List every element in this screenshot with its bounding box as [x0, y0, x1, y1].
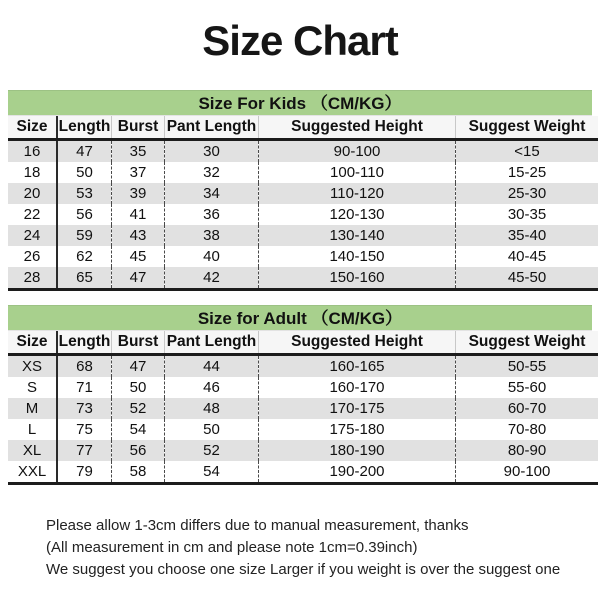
note-line-2: (All measurement in cm and please note 1cm=0.39inch) [46, 539, 418, 556]
table-cell: 90-100 [503, 463, 551, 480]
table-cell: 25-30 [507, 185, 547, 202]
table-cell: 56 [57, 204, 112, 225]
table-cell: 55-60 [507, 379, 547, 396]
table-cell: 24 [8, 225, 57, 246]
table-cell: 50 [112, 377, 165, 398]
table-cell: 53 [57, 183, 112, 204]
table-cell: 65 [57, 267, 112, 290]
column-header-row [8, 116, 598, 140]
table-cell: 70-80 [507, 421, 547, 438]
table-cell: 40-45 [507, 248, 547, 265]
table-cell: XXL [8, 461, 57, 484]
table-cell: 47 [112, 355, 165, 378]
table-cell: 35-40 [507, 227, 547, 244]
column-header: Suggest Weight [456, 331, 599, 355]
table-cell: 30-35 [507, 206, 547, 223]
measurement-notes [46, 515, 592, 581]
column-header: Suggest Weight [456, 116, 599, 140]
table-cell: 52 [165, 440, 259, 461]
table-cell: XL [8, 440, 57, 461]
table-cell: 80-90 [507, 442, 547, 459]
table-cell: S [8, 377, 57, 398]
column-header: Suggested Height [259, 116, 456, 140]
adult-section-header: Size for Adult （CM/KG） [8, 305, 592, 331]
table-cell: 16 [8, 140, 57, 163]
table-cell: XS [8, 355, 57, 378]
column-header: Pant Length [165, 331, 259, 355]
table-cell: 20 [8, 183, 57, 204]
table-cell: 58 [112, 461, 165, 484]
kids-section [8, 90, 592, 291]
table-cell: 34 [165, 183, 259, 204]
kids-section-header: Size For Kids （CM/KG） [8, 90, 592, 116]
table-cell: 30 [165, 140, 259, 163]
table-row [8, 267, 598, 290]
table-cell: 190-200 [259, 461, 456, 484]
column-header: Pant Length [165, 116, 259, 140]
table-cell: 130-140 [259, 225, 456, 246]
table-cell: 175-180 [259, 419, 456, 440]
column-header: Burst [112, 116, 165, 140]
table-cell: M [8, 398, 57, 419]
table-cell: 50 [165, 419, 259, 440]
table-cell: 52 [112, 398, 165, 419]
column-header: Burst [112, 331, 165, 355]
table-cell: 120-130 [259, 204, 456, 225]
table-cell: 37 [112, 162, 165, 183]
table-cell: 60-70 [507, 400, 547, 417]
table-cell: 28 [8, 267, 57, 290]
table-cell: 44 [165, 355, 259, 378]
table-cell: 79 [57, 461, 112, 484]
note-line-1: Please allow 1-3cm differs due to manual measurement, thanks [46, 517, 469, 534]
table-row [8, 246, 598, 267]
table-row [8, 225, 598, 246]
table-cell: 110-120 [259, 183, 456, 204]
table-cell: 45-50 [507, 269, 547, 286]
table-row [8, 355, 598, 378]
table-cell: 71 [57, 377, 112, 398]
table-cell: 47 [112, 267, 165, 290]
table-cell: 160-170 [259, 377, 456, 398]
table-cell: 180-190 [259, 440, 456, 461]
table-cell: 56 [112, 440, 165, 461]
table-cell: 45 [112, 246, 165, 267]
table-cell: 59 [57, 225, 112, 246]
table-cell: 62 [57, 246, 112, 267]
table-cell: 54 [165, 461, 259, 484]
table-row [8, 461, 598, 484]
table-cell: 41 [112, 204, 165, 225]
table-cell: 22 [8, 204, 57, 225]
table-cell: 46 [165, 377, 259, 398]
adult-size-table [8, 331, 598, 485]
table-row [8, 440, 598, 461]
page-title: Size Chart [202, 17, 398, 64]
note-line-3: We suggest you choose one size Larger if you weight is over the suggest one [46, 561, 561, 578]
table-cell: L [8, 419, 57, 440]
table-cell: 90-100 [259, 140, 456, 163]
table-cell: 150-160 [259, 267, 456, 290]
column-header: Length [57, 331, 112, 355]
table-cell: 35 [112, 140, 165, 163]
table-cell: 15-25 [507, 164, 547, 181]
table-cell: 77 [57, 440, 112, 461]
table-cell: 47 [57, 140, 112, 163]
table-cell: 18 [8, 162, 57, 183]
column-header-row [8, 331, 598, 355]
table-cell: 68 [57, 355, 112, 378]
table-cell: 100-110 [259, 162, 456, 183]
table-row [8, 377, 598, 398]
table-cell: 75 [57, 419, 112, 440]
table-cell: 39 [112, 183, 165, 204]
table-cell: 50 [57, 162, 112, 183]
table-cell: 36 [165, 204, 259, 225]
table-cell: 26 [8, 246, 57, 267]
table-cell: 43 [112, 225, 165, 246]
table-row [8, 183, 598, 204]
column-header: Size [8, 116, 57, 140]
table-cell: 170-175 [259, 398, 456, 419]
table-cell: 40 [165, 246, 259, 267]
column-header: Size [8, 331, 57, 355]
table-row [8, 419, 598, 440]
adult-section [8, 305, 592, 485]
table-cell: 50-55 [507, 358, 547, 375]
table-cell: 160-165 [259, 355, 456, 378]
table-cell: 38 [165, 225, 259, 246]
table-cell: 32 [165, 162, 259, 183]
table-cell: 73 [57, 398, 112, 419]
kids-size-table [8, 116, 598, 291]
table-row [8, 204, 598, 225]
table-row [8, 162, 598, 183]
column-header: Suggested Height [259, 331, 456, 355]
table-row [8, 398, 598, 419]
column-header: Length [57, 116, 112, 140]
table-cell: 140-150 [259, 246, 456, 267]
table-cell: 48 [165, 398, 259, 419]
table-cell: 42 [165, 267, 259, 290]
table-row [8, 140, 598, 163]
table-cell: 54 [112, 419, 165, 440]
table-cell: <15 [514, 143, 540, 160]
